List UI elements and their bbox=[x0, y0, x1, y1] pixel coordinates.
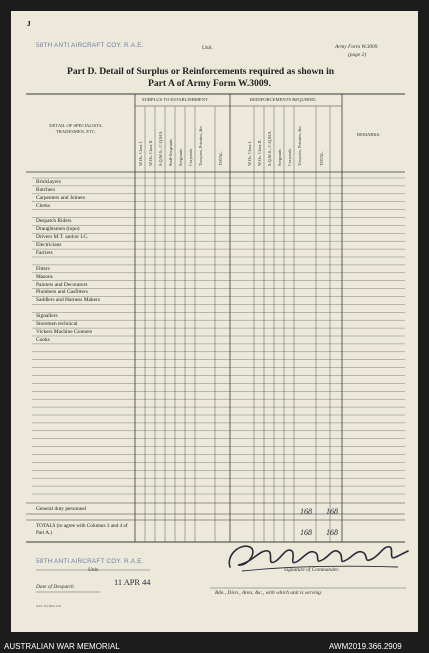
trade-row-label: Despatch Riders bbox=[36, 218, 72, 225]
surplus-column-header: Sergeants bbox=[177, 149, 183, 166]
trade-row-label: Saddlers and Harness Makers bbox=[36, 297, 100, 304]
reinforce-column-header: TOTAL. bbox=[318, 150, 324, 166]
detail-column-header: DETAIL OF SPECIALISTS, TRADESMEN, ETC. bbox=[49, 123, 103, 134]
form-reference: Army Form W.3009 bbox=[335, 44, 378, 50]
trade-row-label: Draughtsmen (topo) bbox=[36, 226, 80, 233]
trade-row-label: Bricklayers bbox=[36, 178, 61, 185]
totals-troopers-value: 168 bbox=[300, 528, 312, 537]
remarks-header: REMARKS. bbox=[357, 132, 381, 137]
brigade-division-label: Bde., Divn., Area, &c., with which unit is serving. bbox=[215, 590, 323, 596]
trade-row-label: Fitters bbox=[36, 265, 50, 272]
reinforce-column-header: W.Os. Class I. bbox=[246, 140, 252, 166]
general-duty-label: General duty personnel bbox=[36, 506, 87, 512]
trade-row-label: Cooks bbox=[36, 336, 50, 343]
date-of-despatch-value: 11 APR 44 bbox=[114, 578, 151, 587]
surplus-column-header: Corporals bbox=[187, 148, 193, 166]
reinforce-column-header: Troopers, Privates, &c. bbox=[296, 125, 302, 166]
signature-label: Signature of Commander. bbox=[284, 567, 340, 573]
totals-total-value: 168 bbox=[326, 528, 338, 537]
printer-reference: A.H. 32a Mar 2/41 bbox=[36, 604, 62, 608]
surplus-column-header: S.Q.M.S.; C.Q.M.S. bbox=[157, 130, 163, 166]
trade-row-label: Signallers bbox=[36, 313, 58, 320]
page-reference: (page 2) bbox=[348, 52, 367, 58]
unit-stamp: 58TH ANTI AIRCRAFT COY. R.A.E. bbox=[36, 42, 144, 49]
form-title-line2: Part A of Army Form W.3009. bbox=[148, 78, 271, 89]
footer-unit-stamp: 58TH ANTI AIRCRAFT COY. R.A.E. bbox=[36, 558, 144, 565]
unit-label: Unit. bbox=[202, 45, 213, 51]
trade-row-label: Plumbers and Gasfitters bbox=[36, 289, 88, 296]
surplus-column-header: W.Os. Class II. bbox=[147, 139, 153, 166]
form-title-line1: Part D. Detail of Surplus or Reinforcements required as shown in bbox=[67, 66, 335, 77]
reinforce-column-header: W.Os. Class II. bbox=[256, 139, 262, 166]
trade-row-label: Farriers bbox=[36, 249, 53, 256]
trade-row-label: Carpenters and Joiners bbox=[36, 194, 86, 201]
surplus-group-header: SURPLUS TO ESTABLISHMENT. bbox=[142, 97, 209, 102]
surplus-column-header: W.Os. Class I. bbox=[137, 140, 143, 166]
trade-row-label: Masons bbox=[36, 273, 53, 280]
footer-unit-label: Unit. bbox=[88, 567, 99, 573]
reinforce-column-header: Corporals bbox=[286, 148, 292, 166]
surplus-column-header: Staff-Sergeants bbox=[167, 139, 173, 166]
date-of-despatch-label: Date of Despatch bbox=[36, 584, 74, 590]
totals-label: TOTALS (to agree with Columns 3 and 4 of Part A.) bbox=[36, 523, 128, 536]
page-mark: J bbox=[27, 20, 31, 28]
trade-row-label: Storemen technical bbox=[36, 321, 78, 327]
trade-row-label: Electricians bbox=[36, 242, 62, 248]
surplus-column-header: TOTAL. bbox=[217, 150, 223, 166]
reinforcements-group-header: REINFORCEMENTS REQUIRED. bbox=[250, 97, 317, 102]
caption-institution: AUSTRALIAN WAR MEMORIAL bbox=[4, 642, 120, 651]
reinforce-column-header: S.Q.M.S.; C.Q.M.S. bbox=[266, 130, 272, 166]
surplus-column-header: Troopers, Privates, &c. bbox=[197, 125, 203, 166]
trade-row-label: Drivers M.T. and/or I.C. bbox=[36, 234, 89, 241]
trade-row-label: Painters and Decorators bbox=[36, 281, 88, 288]
general-duty-total-value: 168 bbox=[326, 507, 338, 516]
trade-row-label: Clerks bbox=[36, 202, 51, 209]
trade-row-label: Vickers Machine Gunners bbox=[36, 328, 93, 335]
caption-accession-number: AWM2019.366.2909 bbox=[329, 642, 402, 651]
general-duty-troopers-value: 168 bbox=[300, 507, 312, 516]
trade-row-label: Butchers bbox=[36, 186, 56, 193]
reinforce-column-header: Sergeants bbox=[276, 149, 282, 166]
